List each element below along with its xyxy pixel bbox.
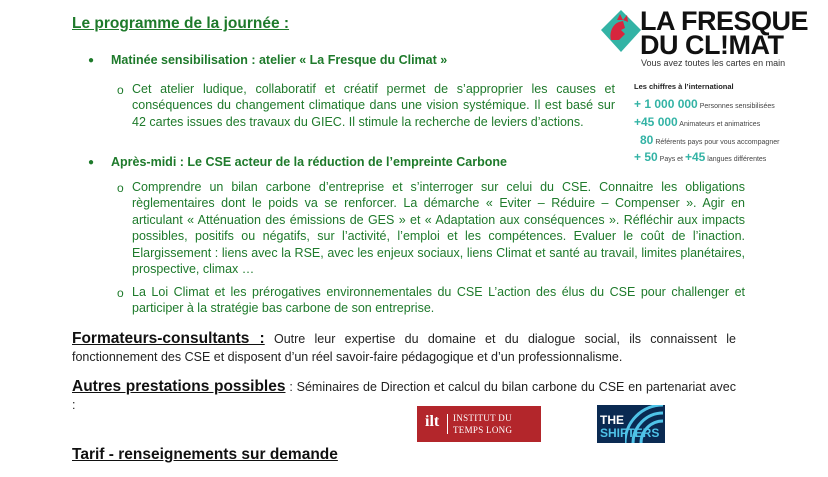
afternoon-session-description: Comprendre un bilan carbone d’entreprise et s’interroger sur celui du CSE. Connaitre les obligations règlementaires dont le poids va se renforcer. La démarche « Eviter – Réduire – Compenser ». Agir en articulant « Atténuation des émissions de GES » et « Adaptation aux conséquences ». Réfléchir aux impacts possibles, positifs ou négatifs, sur l’activité, l’emploi et les compétences. Evaluer le coût de l’inaction. Elargissement : liens avec la RSE, avec les enjeux sociaux, liens Climat et santé au travail, limites planétaires, prospective, climax …	[132, 180, 745, 277]
pricing-heading: Tarif - renseignements sur demande	[72, 446, 338, 463]
itl-separator	[447, 414, 448, 434]
fresque-hand-logo-icon	[601, 10, 641, 52]
stat-referents-label: Référents pays pour vous accompagner	[655, 139, 780, 146]
stats-title: Les chiffres à l’international	[634, 82, 734, 91]
morning-session-description: Cet atelier ludique, collaboratif et créatif permet de s’approprier les causes et conséquences du changement climatique dans une vision systémique. Il est basé sur 42 cartes issues des travaux du GIEC. Il stimule la recherche de leviers d’actions.	[132, 82, 615, 129]
trainers-heading: Formateurs-consultants :	[72, 330, 265, 347]
shifters-line2: SHIFTERS	[600, 426, 660, 440]
afternoon-session-law: La Loi Climat et les prérogatives environnementales du CSE L’action des élus du CSE pour challenger et participer à la stratégie bas carbone de son entreprise.	[132, 285, 745, 316]
fresque-tagline: Vous avez toutes les cartes en main	[641, 58, 786, 68]
stat-languages-number: +45	[684, 150, 706, 164]
other-services-heading: Autres prestations possibles	[72, 378, 286, 395]
sub-bullet-icon: o	[117, 286, 124, 300]
morning-session-title: Matinée sensibilisation : atelier « La Fresque du Climat »	[111, 53, 448, 67]
stat-facilitators-label: Animateurs et animatrices	[679, 121, 761, 128]
stat-countries-label: Pays et	[659, 156, 684, 163]
stat-people-number: + 1 000 000	[634, 97, 698, 111]
other-services-text: : Séminaires de Direction et calcul du bilan carbone du CSE en partenariat avec :	[72, 380, 736, 412]
stat-facilitators	[634, 115, 760, 129]
program-title: Le programme de la journée :	[72, 15, 290, 32]
fresque-logo-line1: LA FRESQUE	[640, 6, 809, 36]
sub-bullet-icon: o	[117, 181, 124, 195]
trainers-text: Outre leur expertise du domaine et du dialogue social, ils connaissent le fonctionnement des CSE et disposent d’un réel savoir-faire pédagogique et d’un professionnalisme.	[72, 332, 736, 364]
stat-facilitators-number: +45 000	[634, 115, 678, 129]
stat-people-label: Personnes sensibilisées	[699, 103, 775, 110]
institut-temps-long-logo	[417, 406, 541, 442]
stat-languages-label: langues différentes	[707, 156, 767, 163]
itl-line2: TEMPS LONG	[453, 425, 513, 435]
stat-referents-number: 80	[640, 133, 654, 147]
bullet-icon: ●	[88, 157, 95, 168]
stat-referents	[640, 133, 779, 147]
fresque-logo-line2: DU CL!MAT	[640, 30, 784, 60]
sub-bullet-icon: o	[117, 83, 124, 97]
itl-mark: ilt	[425, 413, 440, 430]
stat-people	[634, 97, 775, 111]
stat-countries-number: + 50	[634, 150, 658, 164]
the-shifters-logo	[597, 405, 665, 443]
trainers-section	[72, 330, 736, 366]
shifters-line1: THE	[600, 413, 624, 427]
afternoon-session-title: Après-midi : Le CSE acteur de la réduction de l’empreinte Carbone	[111, 155, 507, 169]
stat-countries	[634, 150, 766, 164]
itl-line1: INSTITUT DU	[453, 413, 512, 423]
bullet-icon: ●	[88, 55, 95, 66]
